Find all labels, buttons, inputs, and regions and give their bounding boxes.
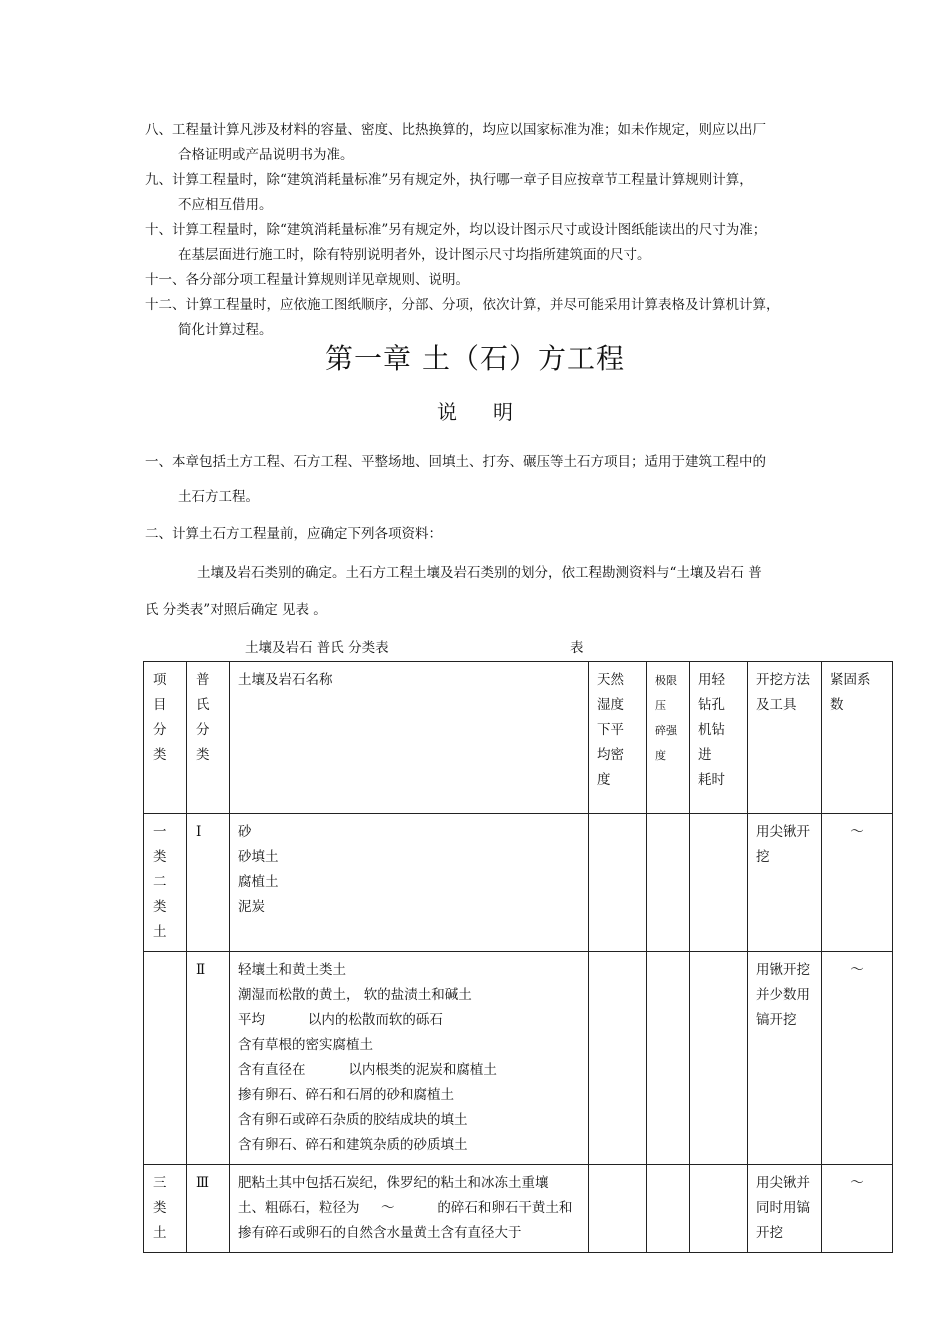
row2-names: 轻壤土和黄土类土 潮湿而松散的黄土， 软的盐渍土和碱土 平均 以内的松散而软的砾石 含有草根的密实腐植土 含有直径在 以内根类的泥炭和腐植土 掺有卵石、碎石和石屑的砂和腐植土 含有卵石或碎石杂质的胶结成块的填土 含有卵石、碎石和建筑杂质的砂质填土 (230, 952, 589, 1165)
note-two: 二、计算土石方工程量前，应确定下列各项资料： (145, 526, 442, 542)
header-name: 土壤及岩石名称 (230, 662, 589, 814)
table-row (144, 1165, 893, 1253)
rule-12-line2: 简化计算过程。 (178, 322, 273, 338)
chapter-title: 第一章 土（石）方工程 (325, 342, 625, 375)
subtitle-char-1: 说 (437, 400, 457, 424)
table-caption-suffix: 表 (570, 640, 584, 656)
row1-strength (647, 814, 690, 952)
row1-grade: Ⅰ (187, 814, 230, 952)
row1-drill (690, 814, 748, 952)
row1-names: 砂 砂填土 腐植土 泥炭 (230, 814, 589, 952)
rule-12-line1: 十二、计算工程量时，应依施工图纸顺序，分部、分项，依次计算，并尽可能采用计算表格及计算机计算， (145, 297, 780, 313)
note-three-line1: 土壤及岩石类别的确定。土石方工程土壤及岩石类别的划分，依工程勘测资料与“土壤及岩石 普 (197, 565, 762, 581)
row3-grade: Ⅲ (187, 1165, 230, 1253)
header-strength: 极限 压 碎强 度 (647, 662, 690, 814)
row3-drill (690, 1165, 748, 1253)
section-subtitle (0, 396, 950, 425)
row2-drill (690, 952, 748, 1165)
row2-method: 用锹开挖 并少数用 镐开挖 (748, 952, 822, 1165)
rule-9-line1: 九、计算工程量时，除“建筑消耗量标准”另有规定外，执行哪一章子目应按章节工程量计算规则计算， (145, 172, 753, 188)
rule-10-line1: 十、计算工程量时，除“建筑消耗量标准”另有规定外，均以设计图示尺寸或设计图纸能读出的尺寸为准； (145, 222, 767, 238)
subtitle-char-2: 明 (493, 400, 513, 424)
row2-category (144, 952, 187, 1165)
table-header-row (144, 662, 893, 814)
note-one-line2: 土石方工程。 (178, 489, 259, 505)
table-row (144, 952, 893, 1165)
table-row (144, 814, 893, 952)
row3-method: 用尖锹并 同时用镐 开挖 (748, 1165, 822, 1253)
header-protodyakonov: 普 氏 分 类 (187, 662, 230, 814)
row1-category: 一 类 二 类 土 (144, 814, 187, 952)
row2-coef: ～ (822, 952, 893, 1165)
row3-strength (647, 1165, 690, 1253)
row3-names: 肥粘土其中包括石炭纪，侏罗纪的粘土和冰冻土重壤 土、粗砾石，粒径为 ～ 的碎石和卵石干黄土和 掺有碎石或卵石的自然含水量黄土含有直径大于 (230, 1165, 589, 1253)
header-drill: 用轻 钻孔 机钻 进 耗时 (690, 662, 748, 814)
row1-density (589, 814, 647, 952)
note-three-line2: 氏 分类表”对照后确定 见表 。 (145, 602, 327, 618)
row3-density (589, 1165, 647, 1253)
header-method: 开挖方法 及工具 (748, 662, 822, 814)
rule-11-line1: 十一、各分部分项工程量计算规则详见章规则、说明。 (145, 272, 469, 288)
row2-density (589, 952, 647, 1165)
rule-9-line2: 不应相互借用。 (178, 197, 273, 213)
row1-method: 用尖锹开 挖 (748, 814, 822, 952)
row3-category: 三 类 土 (144, 1165, 187, 1253)
row1-coef: ～ (822, 814, 893, 952)
header-density: 天然 湿度 下平 均密 度 (589, 662, 647, 814)
row2-grade: Ⅱ (187, 952, 230, 1165)
rule-8-line2: 合格证明或产品说明书为准。 (178, 147, 354, 163)
soil-rock-classification-table (143, 661, 893, 1253)
header-coef: 紧固系 数 (822, 662, 893, 814)
note-one-line1: 一、本章包括土方工程、石方工程、平整场地、回填土、打夯、碾压等土石方项目；适用于建筑工程中的 (145, 454, 766, 470)
row2-strength (647, 952, 690, 1165)
rule-8-line1: 八、工程量计算凡涉及材料的容量、密度、比热换算的，均应以国家标准为准；如未作规定，则应以出厂 (145, 122, 766, 138)
table-caption: 土壤及岩石 普氏 分类表 (245, 640, 389, 656)
row3-coef: ～ (822, 1165, 893, 1253)
rule-10-line2: 在基层面进行施工时，除有特别说明者外，设计图示尺寸均指所建筑面的尺寸。 (178, 247, 651, 263)
header-category: 项 目 分 类 (144, 662, 187, 814)
